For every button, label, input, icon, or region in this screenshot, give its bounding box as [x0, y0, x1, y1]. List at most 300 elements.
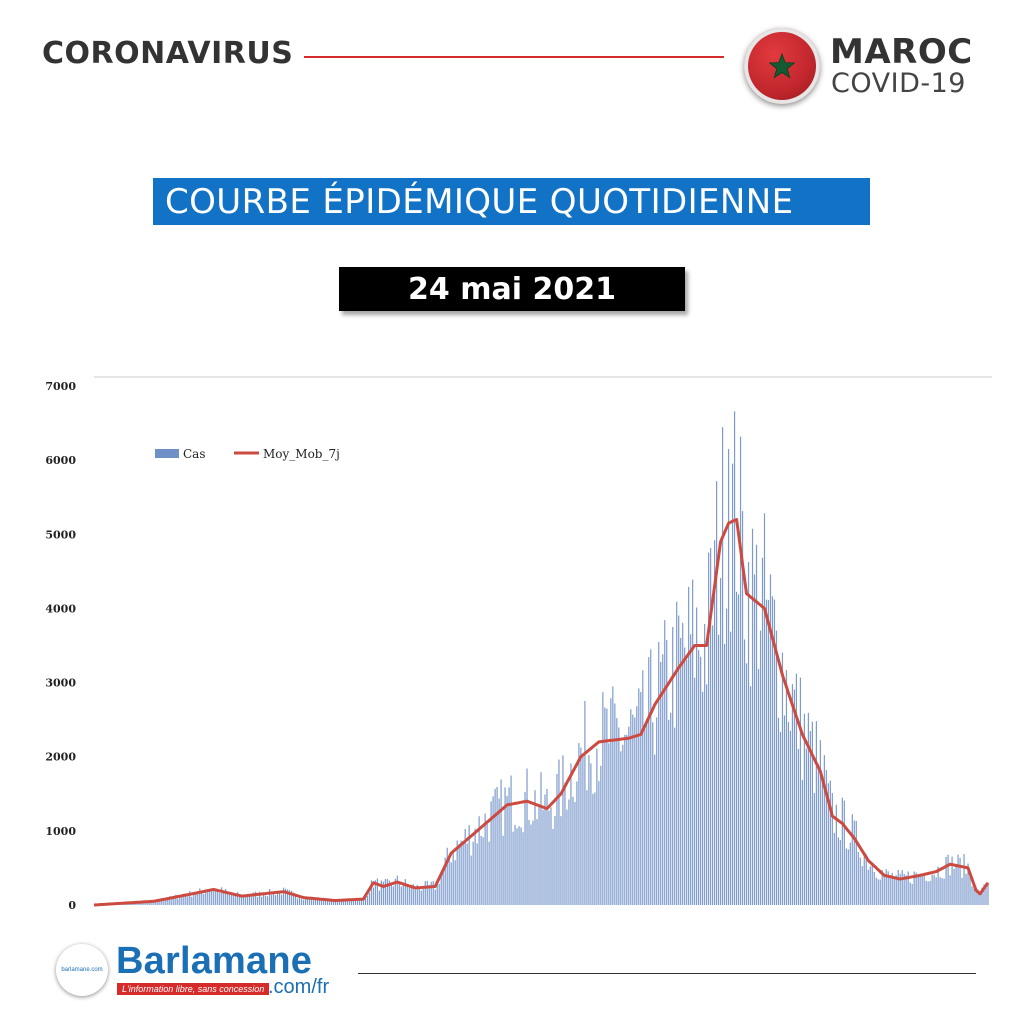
cases-bar: [261, 897, 262, 905]
cases-bar: [187, 896, 188, 905]
cases-bar: [211, 890, 212, 905]
cases-bar: [592, 794, 593, 905]
cases-bar: [910, 882, 911, 905]
cases-bar: [385, 879, 386, 905]
cases-bar: [439, 884, 440, 905]
cases-bar: [195, 894, 196, 905]
cases-bar: [540, 772, 541, 905]
cases-bar: [399, 884, 400, 905]
cases-bar: [650, 649, 651, 905]
cases-bar: [718, 635, 719, 905]
cases-bar: [640, 692, 641, 905]
cases-bar: [890, 876, 891, 905]
cases-bar: [973, 888, 974, 905]
cases-bar: [265, 896, 266, 905]
cases-bar: [161, 901, 162, 905]
cases-bar: [606, 709, 607, 905]
cases-bar: [502, 836, 503, 905]
cases-bar: [858, 852, 859, 905]
cases-bar: [538, 806, 539, 905]
y-tick-label: 6000: [45, 454, 76, 468]
cases-bar: [754, 574, 755, 905]
cases-bar: [297, 899, 298, 906]
cases-bar: [409, 887, 410, 905]
cases-bar: [652, 722, 653, 905]
cases-bar: [648, 657, 649, 905]
cases-bar: [485, 814, 486, 906]
cases-bar: [542, 810, 543, 905]
cases-bar: [574, 802, 575, 905]
cases-bar: [979, 895, 980, 905]
cases-bar: [493, 796, 494, 905]
cases-bar: [690, 634, 691, 905]
cases-bar: [924, 874, 925, 905]
cases-bar: [207, 892, 208, 905]
cases-bar: [842, 798, 843, 905]
y-tick-label: 2000: [45, 750, 76, 764]
cases-bar: [708, 553, 709, 905]
cases-bar: [536, 819, 537, 905]
cases-bar: [467, 844, 468, 905]
cases-bar: [684, 648, 685, 905]
cases-bar: [612, 686, 613, 905]
cases-bar: [930, 881, 931, 905]
cases-bar: [846, 849, 847, 905]
cases-bar: [568, 800, 569, 905]
cases-bar: [654, 755, 655, 905]
cases-bar: [898, 870, 899, 905]
cases-bar: [626, 735, 627, 905]
y-tick-label: 4000: [45, 602, 76, 616]
cases-bar: [736, 592, 737, 905]
cases-bar: [856, 821, 857, 905]
cases-bar: [379, 891, 380, 906]
cases-bar: [698, 650, 699, 905]
cases-bar: [762, 558, 763, 905]
cases-bar: [868, 870, 869, 905]
cases-bar: [764, 513, 765, 905]
cases-bar: [277, 892, 278, 905]
cases-bar: [451, 862, 452, 905]
cases-bar: [816, 721, 817, 905]
cases-bar: [702, 692, 703, 905]
cases-bar: [874, 872, 875, 905]
cases-bar: [483, 837, 484, 905]
cases-bar: [401, 887, 402, 905]
cases-bar: [722, 427, 723, 905]
cases-bar: [987, 883, 988, 905]
cases-bar: [750, 686, 751, 905]
cases-bar: [377, 878, 378, 905]
cases-bar: [596, 749, 597, 905]
cases-bar: [463, 841, 464, 905]
header-title: CORONAVIRUS: [42, 36, 294, 71]
cases-bar: [822, 782, 823, 905]
barlamane-logo-icon: [56, 944, 108, 996]
cases-bar: [455, 860, 456, 905]
cases-bar: [746, 663, 747, 905]
legend-label-moy-mob: Moy_Mob_7j: [263, 447, 340, 461]
cases-bar: [634, 718, 635, 905]
cases-bar: [325, 901, 326, 905]
cases-bar: [213, 891, 214, 905]
cases-bar: [303, 900, 304, 905]
cases-bar: [726, 609, 727, 905]
morocco-flag-icon: [744, 28, 820, 104]
cases-bar: [912, 884, 913, 905]
cases-bar: [500, 779, 501, 905]
cases-bar: [307, 899, 308, 905]
cases-bar: [576, 781, 577, 905]
cases-bar: [918, 876, 919, 905]
cases-bar: [884, 875, 885, 905]
cases-bar: [784, 716, 785, 905]
brand-subtitle: COVID-19: [831, 68, 966, 99]
cases-bar: [295, 896, 296, 905]
cases-bar: [369, 893, 370, 905]
cases-bar: [461, 841, 462, 905]
cases-bar: [459, 844, 460, 905]
cases-bar: [506, 796, 507, 905]
cases-bar: [740, 437, 741, 905]
cases-bar: [319, 900, 320, 905]
cases-bar: [301, 899, 302, 905]
cases-bar: [906, 875, 907, 905]
cases-bar: [700, 657, 701, 905]
cases-bar: [926, 881, 927, 905]
cases-bar: [965, 874, 966, 905]
cases-bar: [808, 713, 809, 905]
cases-bar: [588, 755, 589, 905]
y-tick-label: 3000: [45, 676, 76, 690]
logo-text: barlamane.com: [61, 967, 103, 973]
cases-bar: [942, 878, 943, 905]
cases-bar: [475, 829, 476, 905]
cases-bar: [961, 878, 962, 905]
y-tick-label: 0: [68, 899, 76, 912]
cases-bar: [642, 670, 643, 905]
cases-bar: [748, 562, 749, 905]
cases-bar: [850, 843, 851, 905]
cases-bar: [209, 891, 210, 905]
cases-bar: [528, 820, 529, 905]
cases-bar: [544, 794, 545, 905]
cases-bar: [870, 866, 871, 905]
cases-bar: [337, 902, 338, 905]
star-icon: [767, 51, 797, 81]
cases-bar: [419, 888, 420, 905]
cases-bar: [586, 790, 587, 905]
cases-bar: [415, 889, 416, 905]
cases-bar: [552, 829, 553, 905]
cases-bar: [518, 826, 519, 905]
legend-label-cas: Cas: [183, 447, 206, 461]
cases-bar: [578, 743, 579, 905]
cases-bar: [686, 660, 687, 905]
cases-bar: [790, 731, 791, 905]
cases-bar: [608, 743, 609, 905]
brand-country: MAROC: [830, 32, 973, 72]
cases-bar: [481, 836, 482, 905]
cases-bar: [830, 781, 831, 905]
cases-bar: [566, 810, 567, 905]
cases-bar: [616, 718, 617, 905]
cases-bar: [239, 896, 240, 905]
cases-bar: [734, 411, 735, 905]
cases-bar: [894, 879, 895, 905]
cases-bar: [243, 897, 244, 905]
cases-bar: [520, 827, 521, 905]
cases-bar: [758, 669, 759, 905]
cases-bar: [373, 888, 374, 905]
cases-bar: [674, 728, 675, 905]
cases-bar: [656, 717, 657, 905]
cases-bar: [834, 833, 835, 905]
cases-bar: [393, 886, 394, 905]
cases-bar: [590, 763, 591, 905]
brand-tagline: L'information libre, sans concession: [117, 983, 269, 995]
cases-bar: [730, 632, 731, 905]
cases-bar: [447, 848, 448, 905]
y-tick-label: 1000: [45, 824, 76, 838]
cases-bar: [646, 719, 647, 905]
footer-divider: [358, 973, 976, 974]
cases-bar: [219, 893, 220, 905]
cases-bar: [622, 745, 623, 905]
cases-bar: [866, 854, 867, 905]
chart-legend: [155, 447, 340, 461]
cases-bar: [638, 688, 639, 905]
cases-bar: [275, 895, 276, 905]
cases-bar: [692, 580, 693, 906]
cases-bar: [514, 825, 515, 905]
cases-bar: [778, 718, 779, 905]
cases-bar: [223, 892, 224, 905]
cases-bars: [99, 411, 988, 905]
cases-bar: [716, 481, 717, 905]
cases-bar: [756, 545, 757, 905]
cases-bar: [953, 869, 954, 905]
cases-bar: [860, 858, 861, 905]
cases-bar: [618, 728, 619, 905]
cases-bar: [922, 876, 923, 905]
cases-bar: [694, 678, 695, 905]
cases-bar: [247, 896, 248, 905]
cases-bar: [788, 722, 789, 905]
chart-title-banner: COURBE ÉPIDÉMIQUE QUOTIDIENNE: [153, 178, 870, 225]
cases-bar: [489, 842, 490, 905]
cases-bar: [477, 843, 478, 905]
cases-bar: [878, 879, 879, 905]
cases-bar: [421, 890, 422, 905]
cases-bar: [720, 578, 721, 905]
cases-bar: [806, 748, 807, 905]
cases-bar: [971, 886, 972, 905]
brand-name: Barlamane: [116, 940, 313, 982]
cases-bar: [658, 642, 659, 905]
cases-bar: [800, 678, 801, 905]
cases-bar: [435, 890, 436, 905]
cases-bar: [570, 763, 571, 905]
cases-bar: [257, 897, 258, 905]
cases-bar: [782, 652, 783, 905]
cases-bar: [776, 631, 777, 905]
cases-bar: [471, 856, 472, 905]
cases-bar: [963, 854, 964, 905]
cases-bar: [896, 875, 897, 905]
cases-bar: [957, 855, 958, 905]
cases-bar: [391, 885, 392, 906]
cases-bar: [728, 449, 729, 905]
cases-bar: [724, 644, 725, 905]
cases-bar: [798, 749, 799, 905]
cases-bar: [582, 753, 583, 905]
cases-bar: [357, 901, 358, 905]
cases-bar: [403, 885, 404, 905]
cases-bar: [752, 529, 753, 905]
cases-bar: [985, 887, 986, 905]
brand-domain: .com/fr: [268, 976, 330, 998]
cases-bar: [522, 832, 523, 905]
cases-bar: [768, 600, 769, 905]
cases-bar: [706, 684, 707, 905]
cases-bar: [598, 781, 599, 905]
cases-bar: [688, 587, 689, 905]
cases-bar: [794, 690, 795, 905]
cases-bar: [329, 901, 330, 905]
cases-bar: [620, 751, 621, 905]
cases-bar: [676, 602, 677, 905]
cases-bar: [449, 857, 450, 905]
cases-bar: [824, 755, 825, 905]
cases-bar: [177, 899, 178, 905]
y-tick-label: 7000: [45, 380, 76, 393]
cases-bar: [796, 674, 797, 905]
cases-bar: [766, 600, 767, 905]
cases-bar: [947, 855, 948, 905]
cases-bar: [512, 832, 513, 905]
cases-bar: [251, 896, 252, 906]
cases-bar: [668, 720, 669, 905]
cases-bar: [562, 755, 563, 905]
cases-bar: [670, 713, 671, 905]
cases-bar: [854, 821, 855, 905]
cases-bar: [949, 875, 950, 905]
cases-bar: [558, 760, 559, 905]
cases-bar: [624, 735, 625, 905]
cases-bar: [664, 620, 665, 905]
cases-bar: [584, 701, 585, 905]
cases-bar: [934, 875, 935, 905]
cases-bar: [263, 894, 264, 905]
cases-bar: [844, 801, 845, 905]
cases-bar: [786, 670, 787, 905]
legend-swatch-cas: [155, 449, 179, 458]
cases-bar: [550, 807, 551, 905]
cases-bar: [215, 889, 216, 905]
cases-bar: [193, 894, 194, 905]
cases-bar: [423, 889, 424, 905]
cases-bar: [940, 877, 941, 905]
cases-bar: [876, 878, 877, 905]
cases-bar: [367, 896, 368, 905]
cases-bar: [534, 790, 535, 905]
cases-bar: [666, 640, 667, 905]
cases-bar: [936, 877, 937, 905]
cases-bar: [760, 631, 761, 905]
cases-bar: [902, 870, 903, 905]
cases-bar: [862, 866, 863, 905]
cases-bar: [632, 715, 633, 905]
cases-bar: [397, 876, 398, 905]
cases-bar: [696, 608, 697, 905]
cases-bar: [610, 698, 611, 905]
cases-bar: [405, 879, 406, 905]
cases-bar: [928, 882, 929, 905]
cases-bar: [820, 740, 821, 905]
cases-bar: [628, 727, 629, 905]
cases-bar: [604, 708, 605, 906]
cases-bar: [271, 895, 272, 905]
cases-bar: [572, 797, 573, 905]
cases-bar: [407, 884, 408, 905]
cases-bar: [530, 824, 531, 905]
cases-bar: [838, 837, 839, 905]
cases-bar: [516, 828, 517, 905]
cases-bar: [672, 627, 673, 905]
cases-bar: [680, 638, 681, 905]
cases-bar: [281, 895, 282, 905]
cases-bar: [487, 824, 488, 905]
epidemic-curve-chart: [0, 360, 1024, 920]
cases-bar: [497, 787, 498, 905]
cases-bar: [594, 792, 595, 905]
cases-bar: [802, 780, 803, 905]
cases-bar: [299, 898, 300, 905]
cases-bar: [532, 821, 533, 905]
cases-bar: [848, 849, 849, 905]
cases-bar: [554, 816, 555, 905]
cases-bar: [495, 789, 496, 905]
cases-bar: [792, 684, 793, 905]
cases-bar: [510, 776, 511, 905]
cases-bar: [387, 879, 388, 905]
cases-bar: [840, 840, 841, 905]
cases-bar: [179, 897, 180, 905]
cases-bar: [269, 889, 270, 905]
cases-bar: [852, 814, 853, 905]
cases-bar: [600, 766, 601, 905]
date-banner: 24 mai 2021: [339, 267, 685, 311]
cases-bar: [880, 880, 881, 905]
cases-bar: [203, 894, 204, 905]
cases-bar: [205, 892, 206, 905]
cases-bar: [602, 692, 603, 905]
cases-bar: [644, 729, 645, 905]
cases-bar: [556, 774, 557, 905]
cases-bar: [732, 464, 733, 905]
cases-bar: [427, 881, 428, 905]
cases-bar: [548, 811, 549, 905]
cases-bar: [944, 879, 945, 905]
cases-bar: [818, 764, 819, 905]
cases-bar: [315, 900, 316, 905]
cases-bar: [872, 864, 873, 905]
cases-bar: [499, 799, 500, 905]
cases-bar: [814, 793, 815, 905]
cases-bar: [932, 875, 933, 905]
cases-bar: [580, 748, 581, 905]
